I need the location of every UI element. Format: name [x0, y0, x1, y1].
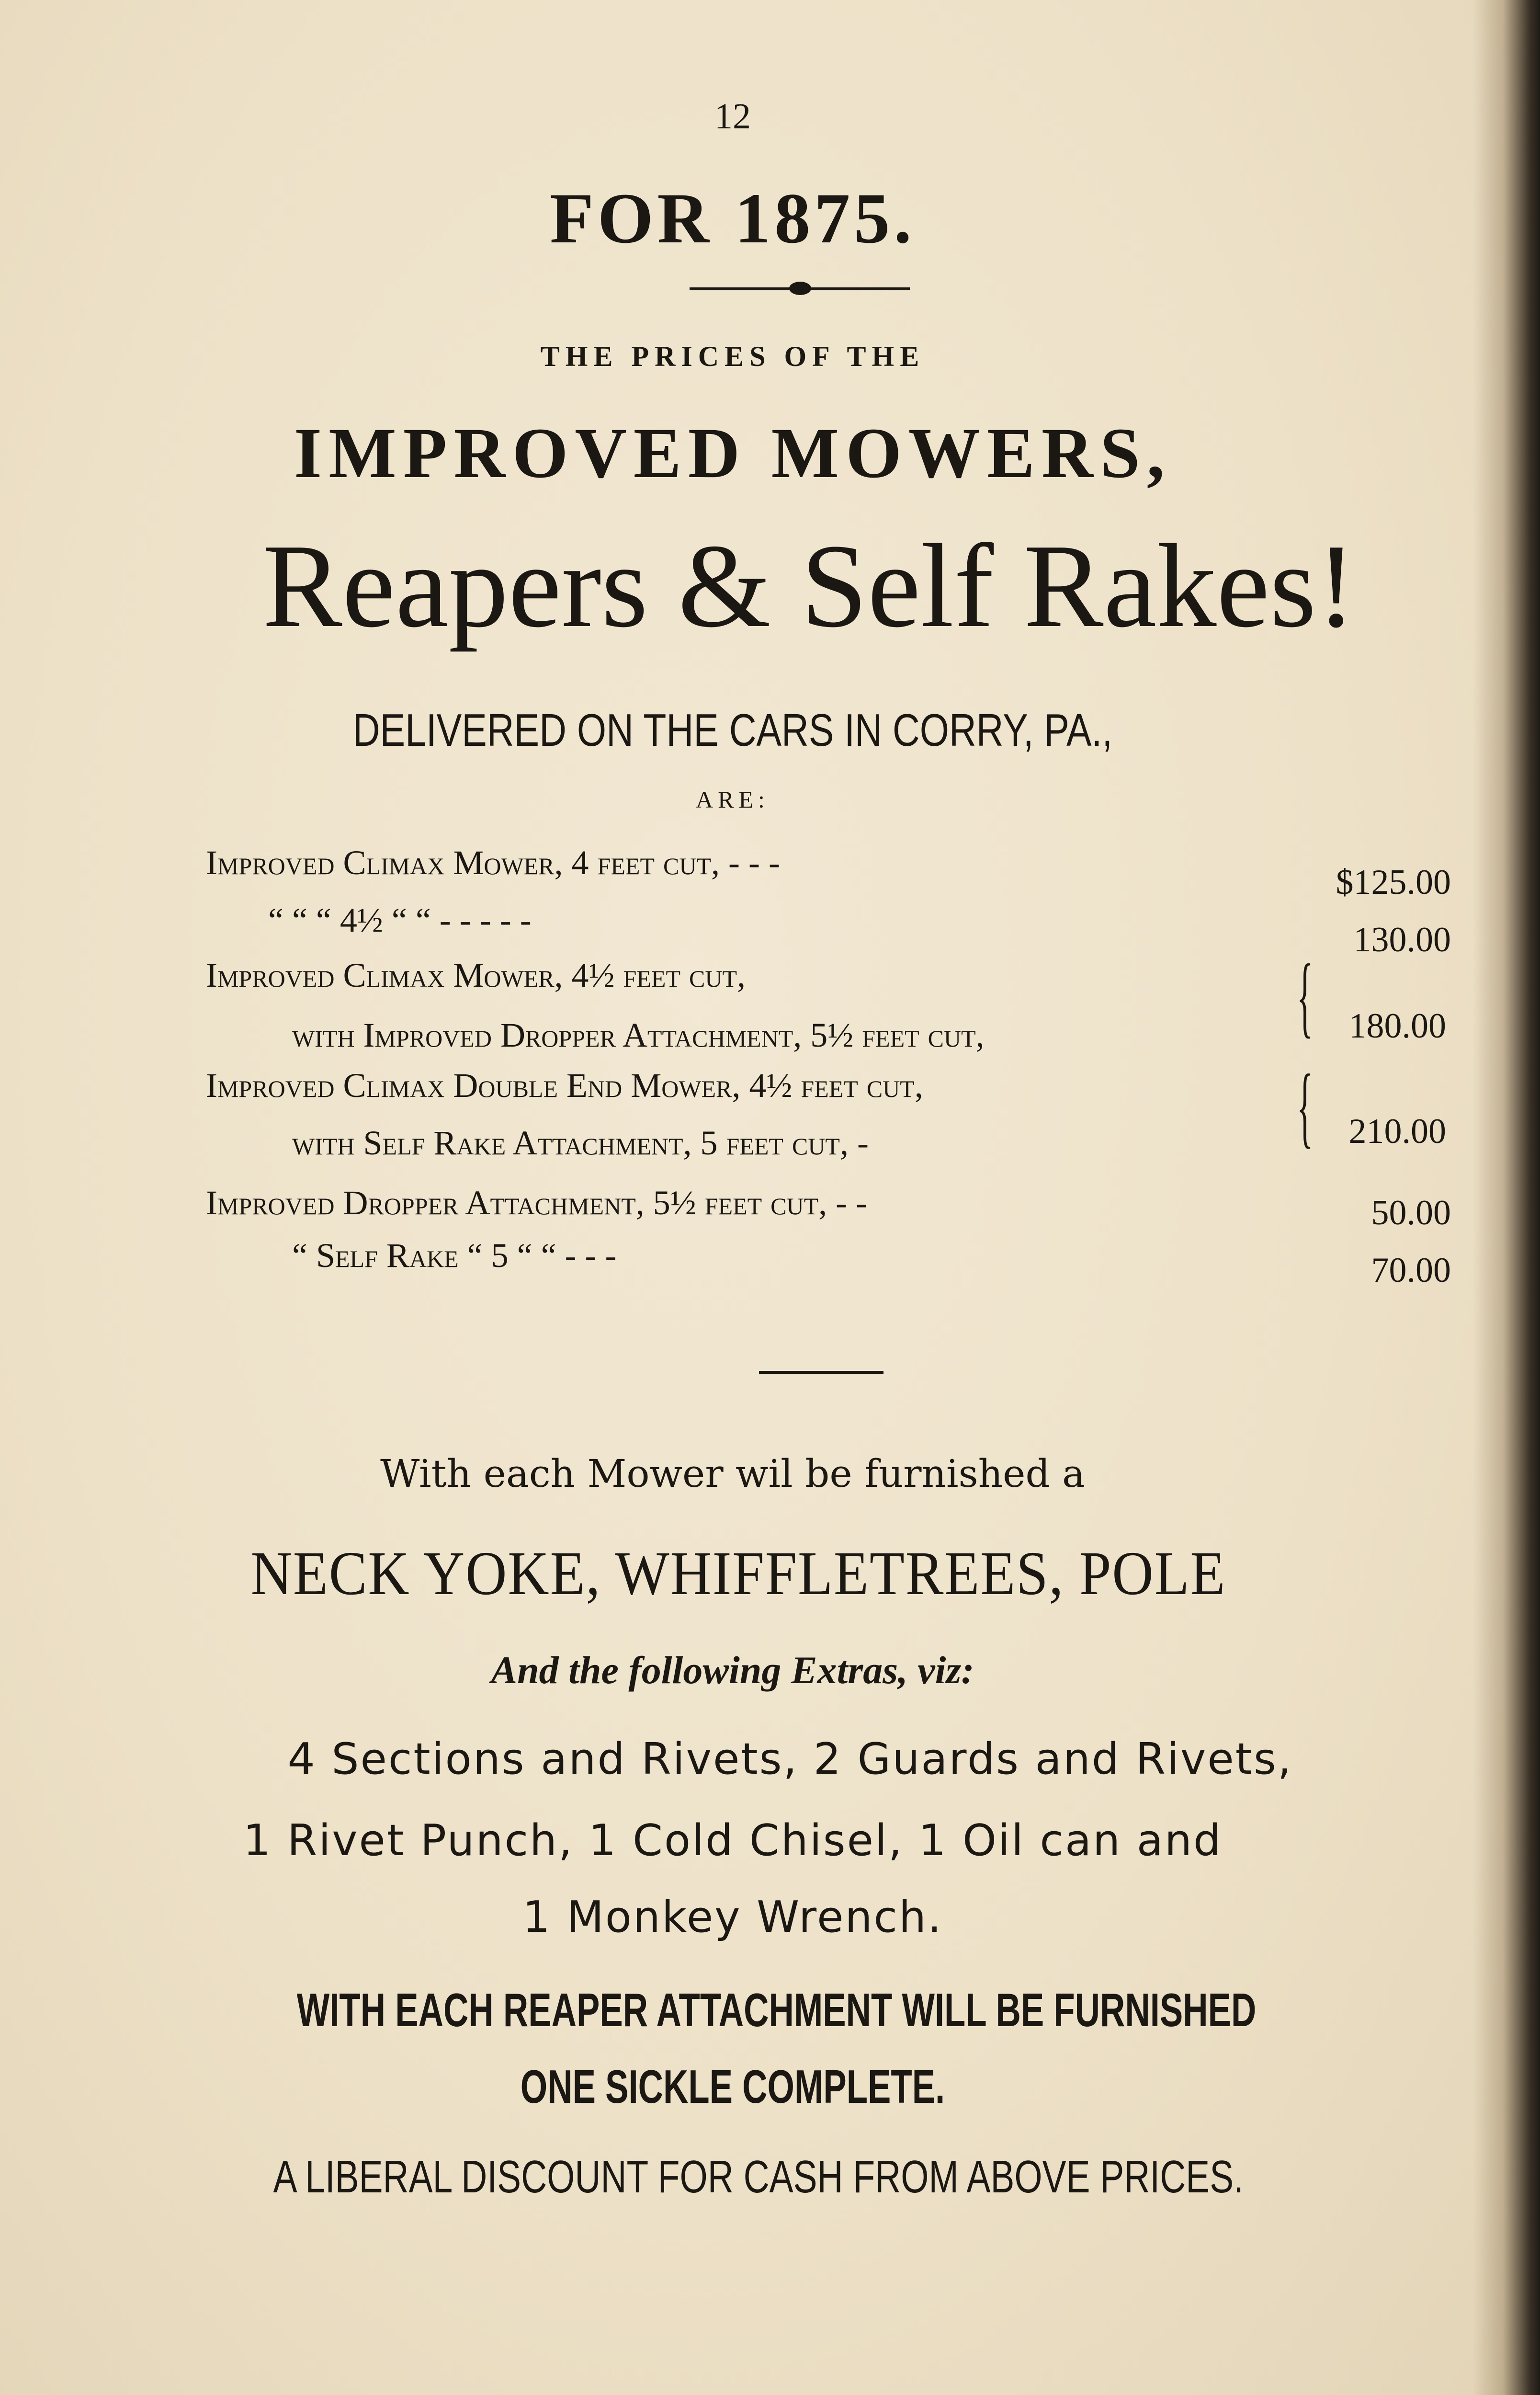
price-list-item: Improved Climax Double End Mower, 4½ feet cut, [206, 1066, 923, 1105]
delivered-line: DELIVERED ON THE CARS IN CORRY, PA., [352, 705, 1113, 756]
reapers-title: Reapers & Self Rakes! [262, 520, 1357, 652]
page-number: 12 [714, 96, 751, 137]
furnished-line: With each Mower wil be furnished a [380, 1451, 1085, 1496]
year-title: FOR 1875. [550, 179, 916, 258]
brace-icon: { [1297, 1056, 1314, 1157]
extras-line: 1 Monkey Wrench. [522, 1892, 943, 1942]
price-list-item: Improved Climax Mower, 4½ feet cut, [206, 956, 746, 994]
reaper-note-line: WITH EACH REAPER ATTACHMENT WILL BE FURNISHED [296, 1984, 1257, 2036]
ornament-center-icon [789, 282, 811, 295]
extras-line: 1 Rivet Punch, 1 Cold Chisel, 1 Oil can and [243, 1815, 1223, 1866]
price-list-item: “ Self Rake “ 5 “ “ - - - [292, 1236, 617, 1275]
price-list-item: Improved Dropper Attachment, 5½ feet cut, - - [206, 1184, 868, 1222]
neck-yoke-line: NECK YOKE, WHIFFLETREES, POLE [250, 1539, 1226, 1608]
price-value: $125.00 [1336, 863, 1451, 902]
price-value: 210.00 [1348, 1112, 1446, 1151]
brace-icon: { [1297, 946, 1314, 1047]
extras-line: 4 Sections and Rivets, 2 Guards and Rivets, [287, 1734, 1293, 1784]
section-divider [759, 1371, 883, 1374]
mowers-title: IMPROVED MOWERS, [294, 413, 1172, 493]
discount-line: A LIBERAL DISCOUNT FOR CASH FROM ABOVE PRICES. [273, 2151, 1244, 2202]
price-value: 180.00 [1348, 1006, 1446, 1046]
price-value: 130.00 [1353, 920, 1451, 959]
book-gutter-shadow [1473, 0, 1540, 2395]
reaper-note-line: ONE SICKLE COMPLETE. [520, 2060, 945, 2113]
are-label: ARE: [696, 786, 770, 813]
prices-intro: THE PRICES OF THE [540, 341, 925, 372]
price-list-item: with Self Rake Attachment, 5 feet cut, - [292, 1124, 869, 1162]
price-list-item: with Improved Dropper Attachment, 5½ feet cut, [292, 1016, 985, 1054]
price-list-item: Improved Climax Mower, 4 feet cut, - - - [206, 844, 780, 882]
extras-intro: And the following Extras, viz: [491, 1648, 974, 1692]
price-value: 70.00 [1371, 1251, 1451, 1290]
price-value: 50.00 [1371, 1193, 1451, 1232]
price-list-item: “ “ “ 4½ “ “ - - - - - [268, 901, 532, 939]
